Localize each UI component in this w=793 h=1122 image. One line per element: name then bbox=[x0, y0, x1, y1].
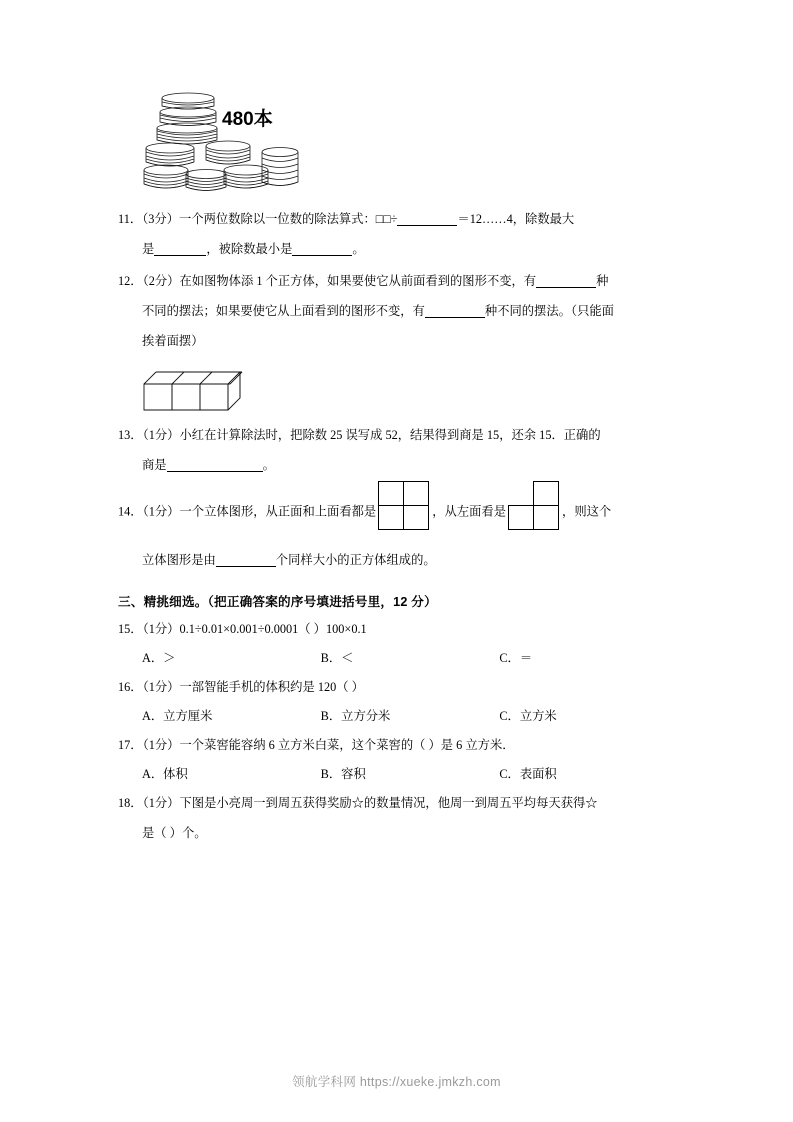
q11-line2-text-c: 。 bbox=[352, 242, 365, 256]
q17-option-a[interactable]: A．体积 bbox=[142, 767, 188, 781]
q18-stem-line2: 是（ ）个。 bbox=[142, 826, 207, 840]
q12-blank-2[interactable] bbox=[425, 303, 485, 318]
q14-line2-text-b: 个同样大小的正方体组成的。 bbox=[275, 553, 436, 567]
q16-stem: 16．（1分）一部智能手机的体积约是 120（ ） bbox=[118, 680, 364, 694]
q12-line3-text: 挨着面摆） bbox=[142, 334, 204, 348]
q11-blank-1[interactable] bbox=[397, 211, 457, 226]
q14-line1-text-a: 14．（1分）一个立体图形，从正面和上面看都是 bbox=[118, 504, 377, 519]
q17-option-b[interactable]: B．容积 bbox=[320, 767, 366, 781]
q17-stem: 17．（1分）一个菜窖能容纳 6 立方米白菜，这个菜窖的（ ）是 6 立方米． bbox=[118, 738, 515, 752]
q12-line2-text-a: 不同的摆法；如果要使它从上面看到的图形不变，有 bbox=[142, 304, 425, 318]
q16-option-a[interactable]: A．立方厘米 bbox=[142, 709, 213, 723]
question-13 bbox=[118, 420, 678, 480]
q16-option-b[interactable]: B．立方分米 bbox=[320, 709, 391, 723]
q14-line2-text-a: 立体图形是由 bbox=[142, 553, 216, 567]
question-15 bbox=[118, 614, 678, 644]
question-12 bbox=[118, 266, 678, 356]
q12-line1-text-b: 种 bbox=[596, 274, 609, 288]
q15-stem: 15．（1分）0.1÷0.01×0.001÷0.0001（ ）100×0.1 bbox=[118, 622, 367, 636]
q13-line2-text-b: 。 bbox=[262, 458, 275, 472]
q12-blank-1[interactable] bbox=[536, 273, 596, 288]
q16-option-c[interactable]: C．立方米 bbox=[499, 709, 557, 723]
question-18 bbox=[118, 788, 678, 848]
question-11 bbox=[118, 204, 678, 264]
q17-option-c[interactable]: C．表面积 bbox=[499, 767, 557, 781]
q13-line1: 13．（1分）小红在计算除法时，把除数 25 误写成 52，结果得到商是 15，还余 15．正确的 bbox=[118, 428, 601, 442]
q13-blank-1[interactable] bbox=[167, 457, 263, 472]
q14-blank-1[interactable] bbox=[216, 552, 276, 567]
books-count-label: 480本 bbox=[222, 109, 273, 130]
question-17 bbox=[118, 730, 678, 760]
q15-option-c[interactable]: C．＝ bbox=[499, 651, 533, 665]
q14-line1-text-c: ，则这个 bbox=[562, 504, 612, 519]
cubes-illustration bbox=[142, 358, 282, 420]
figure-left-view bbox=[509, 482, 559, 543]
question-14 bbox=[118, 482, 678, 577]
section-3-title: 三、精挑细选。（把正确答案的序号填进括号里，12 分） bbox=[118, 595, 437, 609]
q18-stem-line1: 18．（1分）下图是小亮周一到周五获得奖励☆的数量情况，他周一到周五平均每天获得☆ bbox=[118, 796, 598, 810]
figure-books bbox=[140, 86, 678, 204]
q11-blank-2[interactable] bbox=[154, 241, 206, 256]
q12-line2-text-b: 种不同的摆法。（只能面 bbox=[484, 304, 614, 318]
q11-line2-text-a: 是 bbox=[142, 242, 155, 256]
q17-options bbox=[118, 760, 678, 788]
page-footer: 领航学科网 https://xueke.jmkzh.com bbox=[292, 1075, 501, 1089]
q11-blank-3[interactable] bbox=[292, 241, 352, 256]
q11-line2-text-b: ，被除数最小是 bbox=[206, 242, 293, 256]
figure-front-top-view bbox=[379, 482, 429, 543]
q13-line2-text-a: 商是 bbox=[142, 458, 167, 472]
q15-option-b[interactable]: B．＜ bbox=[320, 651, 354, 665]
page-content bbox=[118, 86, 678, 850]
question-16 bbox=[118, 672, 678, 702]
figure-cubes bbox=[142, 358, 678, 420]
q16-options bbox=[118, 702, 678, 730]
q15-option-a[interactable]: A．＞ bbox=[142, 651, 176, 665]
q15-options bbox=[118, 644, 678, 672]
q14-line1-text-b: ，从左面看是 bbox=[432, 504, 507, 519]
q11-line1-text-b: ＝12……4，除数最大 bbox=[457, 212, 575, 226]
q12-line1-text-a: 12．（2分）在如图物体添 1 个正方体，如果要使它从前面看到的图形不变，有 bbox=[118, 274, 537, 288]
q11-line1-text-a: 11．（3分）一个两位数除以一位数的除法算式：□□÷ bbox=[118, 212, 398, 226]
